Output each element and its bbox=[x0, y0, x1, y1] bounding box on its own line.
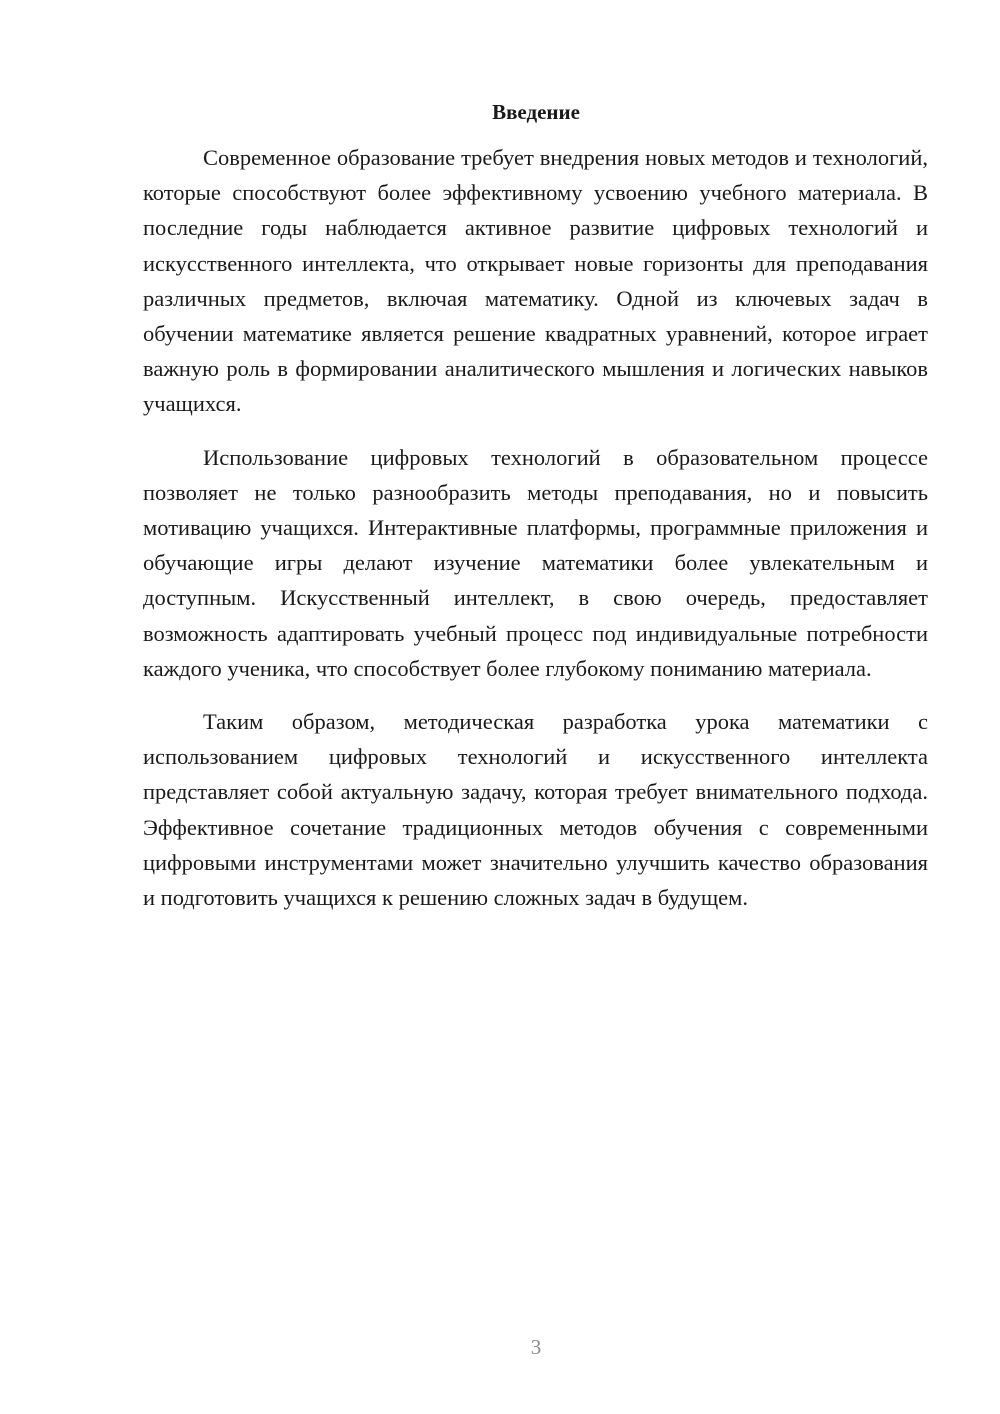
paragraph-2: Использование цифровых технологий в образовательном процессе позволяет не только разнообразить методы преподавания, но и повысить мотивацию учащихся. Интерактивные платформы, программные приложения и обучающие игры делают изучение математики более увлекательным и доступным. Искусственный интеллект, в свою очередь, предоставляет возможность адаптировать учебный процесс под индивидуальные потребности каждого ученика, что способствует более глубокому пониманию материала. bbox=[143, 444, 928, 681]
section-heading: Введение bbox=[492, 100, 580, 124]
body-text bbox=[143, 140, 928, 933]
page-number: 3 bbox=[530, 1335, 542, 1359]
paragraph-3: Таким образом, методическая разработка урока математики с использованием цифровых технологий и искусственного интеллекта представляет собой актуальную задачу, которая требует внимательного подхода. Эффективное сочетание традиционных методов обучения с современными цифровыми инструментами может значительно улучшить качество образования и подготовить учащихся к решению сложных задач в будущем. bbox=[143, 709, 928, 911]
paragraph-1: Современное образование требует внедрения новых методов и технологий, которые способствуют более эффективному усвоению учебного материала. В последние годы наблюдается активное развитие цифровых технологий и искусственного интеллекта, что открывает новые горизонты для преподавания различных предметов, включая математику. Одной из ключевых задач в обучении математике является решение квадратных уравнений, которое играет важную роль в формировании аналитического мышления и логических навыков учащихся. bbox=[143, 145, 928, 417]
